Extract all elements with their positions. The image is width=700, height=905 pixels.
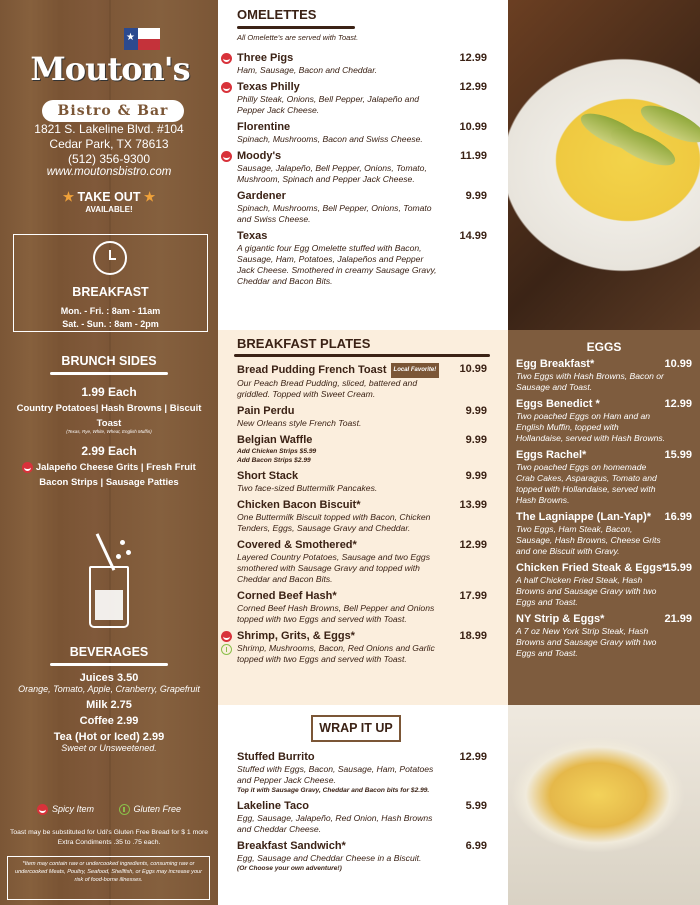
address — [0, 122, 218, 167]
item-description: New Orleans style French Toast. — [237, 418, 362, 428]
item-name — [237, 434, 487, 447]
menu-item — [516, 449, 692, 506]
beverage-name: Juices 3.50 — [79, 672, 139, 684]
menu-item — [237, 590, 487, 625]
item-name-text: Shrimp, Grits, & Eggs* — [237, 630, 355, 642]
sides-line-3-text: Jalapeño Cheese Grits | Fresh Fruit — [35, 462, 196, 474]
texas-flag-icon — [124, 28, 160, 50]
item-price: 12.99 — [459, 52, 487, 64]
item-name — [237, 499, 487, 512]
wrap-it-up-list — [237, 751, 487, 878]
item-name-text: Short Stack — [237, 470, 299, 482]
item-price: 9.99 — [465, 434, 487, 446]
star-icon: ★ — [143, 190, 156, 204]
gluten-free-icon — [221, 644, 232, 655]
menu-item — [237, 840, 487, 873]
item-name-text: Eggs Benedict * — [516, 398, 600, 410]
condiments-note: Extra Condiments .35 to .75 each. — [57, 839, 161, 846]
breakfast-plates-section — [218, 330, 508, 705]
item-name — [237, 363, 487, 378]
item-price: 6.99 — [465, 840, 487, 852]
item-description: Two Eggs, Ham Steak, Bacon, Sausage, Hash Browns, Cheese Grits and one Biscuit with Gravy. — [516, 524, 661, 556]
hours-title: BREAKFAST — [72, 285, 149, 299]
item-description: Stuffed with Eggs, Bacon, Sausage, Ham, Potatoes and Pepper Jack Cheese. — [237, 764, 434, 785]
item-name-text: Bread Pudding French Toast — [237, 364, 387, 376]
item-price: 11.99 — [460, 150, 487, 162]
star-icon: ★ — [62, 190, 75, 204]
eggs-section — [508, 330, 700, 705]
item-name-text: Covered & Smothered* — [237, 539, 357, 551]
item-description: Two face-sized Buttermilk Pancakes. — [237, 483, 378, 493]
address-line-2: Cedar Park, TX 78613 — [49, 137, 169, 151]
beverage-description: Orange, Tomato, Apple, Cranberry, Grapefruit — [18, 684, 200, 694]
hours-weekday: Mon. - Fri. : 8am - 11am — [60, 306, 161, 316]
info-column — [0, 0, 218, 905]
item-name — [237, 190, 487, 203]
item-extra: Add Chicken Strips $5.99 Add Bacon Strips $2.99 — [237, 448, 317, 464]
item-price: 10.99 — [459, 121, 487, 133]
item-name — [237, 539, 487, 552]
beverage-name: Milk 2.75 — [86, 699, 132, 711]
beverage-name: Tea (Hot or Iced) 2.99 — [53, 731, 165, 743]
item-description: Sausage, Jalapeño, Bell Pepper, Onions, Tomato, Mushroom, Spinach and Pepper Jack Cheese. — [237, 163, 427, 184]
item-name — [237, 840, 487, 853]
eggs-title: EGGS — [586, 340, 622, 354]
logo — [20, 14, 200, 119]
sides-line-1: Country Potatoes| Hash Browns | Biscuit — [16, 403, 202, 414]
sides-price-1: 1.99 Each — [81, 385, 137, 399]
item-name-text: Chicken Bacon Biscuit* — [237, 499, 361, 511]
item-price: 12.99 — [459, 751, 487, 763]
menu-item — [237, 751, 487, 795]
menu-item — [237, 405, 487, 429]
item-description: Ham, Sausage, Bacon and Cheddar. — [237, 65, 378, 75]
item-description: Egg, Sausage, Jalapeño, Red Onion, Hash Browns and Cheddar Cheese. — [237, 813, 433, 834]
item-description: Shrimp, Mushrooms, Bacon, Red Onions and Garlic topped with two Eggs and served with Toast. — [237, 643, 435, 664]
legend-spicy: Spicy Item — [51, 804, 94, 814]
toast-substitution-note: Toast may be substituted for Udi's Gluten Free Bread for $ 1 more — [9, 829, 209, 836]
spicy-icon — [221, 631, 232, 642]
item-name — [237, 800, 487, 813]
divider — [50, 372, 168, 375]
spicy-icon — [37, 804, 48, 815]
item-description: A 7 oz New York Strip Steak, Hash Browns and Sausage Gravy with two Eggs and Toast. — [516, 626, 657, 658]
spicy-icon — [221, 151, 232, 162]
item-name-text: Corned Beef Hash* — [237, 590, 337, 602]
omelette-photo — [508, 0, 700, 330]
item-name-text: Pain Perdu — [237, 405, 295, 417]
item-description: Philly Steak, Onions, Bell Pepper, Jalapeño and Pepper Jack Cheese. — [237, 94, 420, 115]
drink-glass-icon — [86, 532, 134, 632]
menu-item — [237, 52, 487, 76]
takeout-label — [0, 189, 218, 204]
wrap-it-up-title: WRAP IT UP — [311, 715, 401, 742]
item-name — [237, 630, 487, 643]
item-price: 15.99 — [664, 449, 692, 461]
item-description: Spinach, Mushrooms, Bell Pepper, Onions, Tomato and Swiss Cheese. — [237, 203, 432, 224]
omelettes-title: OMELETTES — [237, 7, 317, 22]
notes — [0, 828, 218, 848]
breakfast-hours-box — [13, 234, 208, 332]
divider — [50, 663, 168, 666]
item-price: 5.99 — [465, 800, 487, 812]
menu-item — [237, 81, 487, 116]
wrap-it-up-section — [218, 705, 508, 905]
item-name-text: Texas — [237, 230, 268, 242]
spicy-icon — [221, 53, 232, 64]
item-price: 9.99 — [465, 470, 487, 482]
takeout-text: TAKE OUT — [77, 190, 141, 204]
menu-item — [237, 499, 487, 534]
logo-title: Mouton's — [30, 50, 190, 88]
sides-line-3 — [0, 462, 218, 473]
address-line-1: 1821 S. Lakeline Blvd. #104 — [34, 122, 184, 136]
menu-item — [237, 470, 487, 494]
item-description: Layered Country Potatoes, Sausage and two Eggs smothered with Sausage Gravy and topped with Cheddar and Bacon Bits. — [237, 552, 431, 584]
phone: (512) 356-9300 — [67, 152, 151, 166]
menu-item — [237, 121, 487, 145]
menu-item — [516, 358, 692, 393]
legend-gluten-free: Gluten Free — [133, 804, 182, 814]
beverages — [0, 645, 218, 754]
item-price: 17.99 — [459, 590, 487, 602]
beverages-title: BEVERAGES — [69, 645, 149, 659]
local-favorite-badge: Local Favorite! — [391, 363, 440, 378]
beverage-name: Coffee 2.99 — [79, 715, 139, 727]
menu-item — [237, 800, 487, 835]
item-description: Corned Beef Hash Browns, Bell Pepper and Onions topped with two Eggs and served with Toast. — [237, 603, 435, 624]
item-price: 10.99 — [664, 358, 692, 370]
item-name-text: Chicken Fried Steak & Eggs* — [516, 562, 667, 574]
item-description: A half Chicken Fried Steak, Hash Browns and Sausage Gravy with two Eggs and Toast. — [516, 575, 657, 607]
item-description: Two poached Eggs on homemade Crab Cakes, Asparagus, Tomato and topped with Hollandaise, served with Hash Browns. — [516, 462, 657, 505]
item-name-text: NY Strip & Eggs* — [516, 613, 605, 625]
item-name — [237, 121, 487, 134]
item-name — [237, 590, 487, 603]
item-price: 13.99 — [459, 499, 487, 511]
brunch-sides — [0, 354, 218, 488]
item-name-text: Breakfast Sandwich* — [237, 840, 346, 852]
item-description: Our Peach Bread Pudding, sliced, battered and griddled. Topped with Sweet Cream. — [237, 378, 418, 399]
item-name-text: Three Pigs — [237, 52, 294, 64]
item-name — [237, 81, 487, 94]
spicy-icon — [221, 82, 232, 93]
menu-item — [237, 630, 487, 665]
item-price: 18.99 — [459, 630, 487, 642]
divider — [237, 26, 355, 29]
item-extra: (Or Choose your own adventure!) — [237, 865, 342, 872]
item-price: 16.99 — [664, 511, 692, 523]
item-price: 14.99 — [459, 230, 487, 242]
item-description: One Buttermilk Biscuit topped with Bacon, Chicken Tenders, Eggs, Sausage Gravy and Cheddar. — [237, 512, 431, 533]
item-price: 12.99 — [459, 539, 487, 551]
omelettes-list — [237, 52, 487, 292]
item-name-text: Belgian Waffle — [237, 434, 313, 446]
clock-icon — [93, 241, 127, 275]
item-description: Two Eggs with Hash Browns, Bacon or Sausage and Toast. — [516, 371, 664, 392]
item-name-text: Gardener — [237, 190, 286, 202]
item-name — [237, 52, 487, 65]
item-name-text: Texas Philly — [237, 81, 300, 93]
item-description: Two poached Eggs on Ham and an English Muffin, topped with Hollandaise, served with Hash Browns. — [516, 411, 666, 443]
item-name — [237, 230, 487, 243]
item-name-text: Moody's — [237, 150, 282, 162]
item-price: 10.99 — [459, 363, 487, 375]
item-name-text: The Lagniappe (Lan-Yap)* — [516, 511, 652, 523]
menu-item — [516, 511, 692, 557]
menu-item — [237, 150, 487, 185]
gluten-free-icon — [119, 804, 130, 815]
menu-item — [237, 434, 487, 465]
item-name-text: Egg Breakfast* — [516, 358, 595, 370]
item-name — [237, 751, 487, 764]
menu-item — [237, 190, 487, 225]
item-price: 9.99 — [465, 405, 487, 417]
item-price: 9.99 — [465, 190, 487, 202]
legend — [0, 804, 218, 815]
available-label: AVAILABLE! — [85, 205, 133, 214]
item-name — [237, 405, 487, 418]
menu-item — [516, 562, 692, 608]
item-name — [237, 470, 487, 483]
menu-item — [516, 613, 692, 659]
toast-note: (Texas, Rye, White, Wheat, English Muffin) — [66, 429, 152, 434]
menu-item — [237, 363, 487, 400]
menu-item — [516, 398, 692, 444]
breakfast-plates-list — [237, 363, 487, 670]
item-name-text: Florentine — [237, 121, 291, 133]
omelettes-section — [218, 0, 508, 330]
spicy-icon — [22, 462, 33, 473]
item-price: 12.99 — [459, 81, 487, 93]
item-price: 15.99 — [664, 562, 692, 574]
breakfast-plates-title: BREAKFAST PLATES — [237, 336, 371, 351]
item-name — [237, 150, 487, 163]
brunch-sides-title: BRUNCH SIDES — [61, 354, 157, 368]
sides-price-2: 2.99 Each — [81, 444, 137, 458]
disclaimer: *Item may contain raw or undercooked ingredients, consuming raw or undercooked Meats, Poultry, Seafood, Shellfish, or Eggs may increase your risk of food-borne illnesses. — [7, 856, 210, 900]
logo-subtitle: Bistro & Bar — [42, 100, 184, 122]
eggs-list — [516, 358, 692, 664]
burrito-photo — [508, 705, 700, 905]
item-name-text: Stuffed Burrito — [237, 751, 315, 763]
divider — [234, 354, 490, 357]
item-name-text: Eggs Rachel* — [516, 449, 587, 461]
item-description: Egg, Sausage and Cheddar Cheese in a Biscuit. — [237, 853, 422, 863]
item-description: A gigantic four Egg Omelette stuffed with Bacon, Sausage, Ham, Potatoes, Jalapeños and Pepper Jack Cheese. Smothered in creamy Sausage Gravy, Cheddar and Bacon Bits. — [237, 243, 437, 286]
item-description: Spinach, Mushrooms, Bacon and Swiss Cheese. — [237, 134, 423, 144]
menu-item — [237, 230, 487, 287]
sides-line-4: Bacon Strips | Sausage Patties — [39, 477, 179, 489]
website-link[interactable]: www.moutonsbistro.com — [46, 166, 172, 178]
omelettes-note: All Omelette's are served with Toast. — [237, 33, 359, 42]
beverage-description: Sweet or Unsweetened. — [61, 743, 157, 753]
hours-weekend: Sat. - Sun. : 8am - 2pm — [62, 319, 159, 329]
item-price: 12.99 — [664, 398, 692, 410]
sides-line-2: Toast — [96, 418, 122, 429]
item-price: 21.99 — [664, 613, 692, 625]
item-name-text: Lakeline Taco — [237, 800, 309, 812]
menu-item — [237, 539, 487, 585]
item-extra: Top it with Sausage Gravy, Cheddar and Bacon bits for $2.99. — [237, 787, 430, 794]
